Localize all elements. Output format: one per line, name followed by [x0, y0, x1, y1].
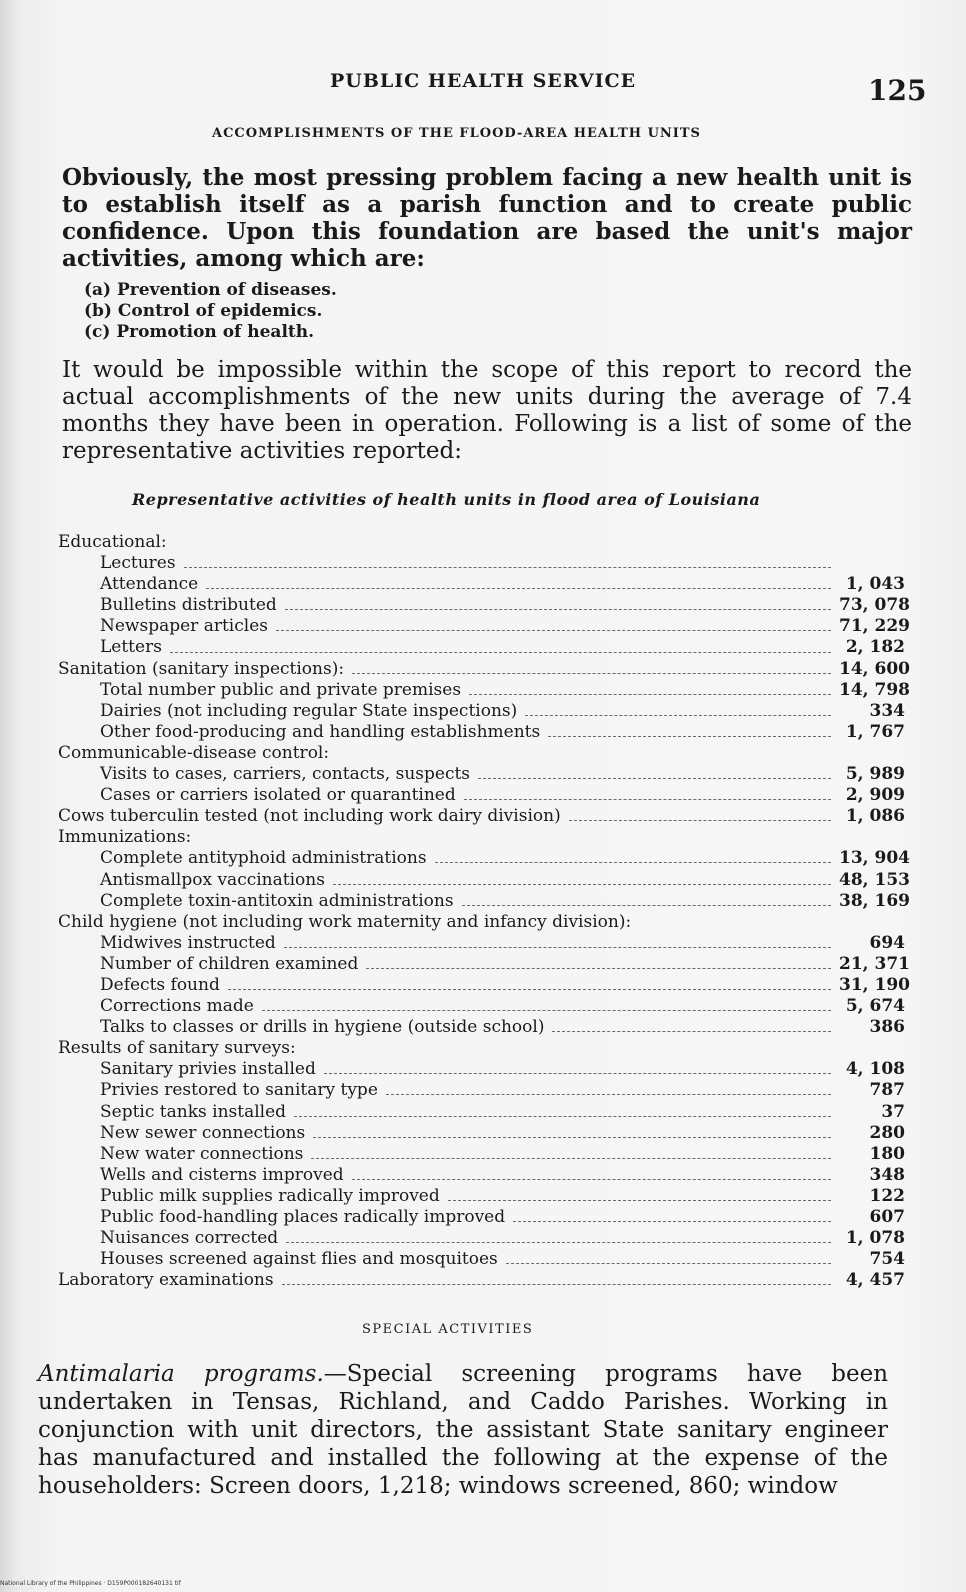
row-value: 122: [869, 1185, 905, 1206]
row-label: Results of sanitary surveys:: [58, 1038, 296, 1059]
table-row: [50, 785, 905, 806]
table-row: [50, 701, 905, 722]
row-label: Talks to classes or drills in hygiene (outside school): [100, 1017, 545, 1038]
dot-leader: [276, 630, 831, 631]
dot-leader: [184, 567, 831, 568]
table-row: [50, 743, 905, 764]
dot-leader: [286, 1242, 831, 1243]
row-value: 73, 078: [839, 595, 910, 616]
row-label: Total number public and private premises: [100, 679, 462, 700]
row-value: 48, 153: [839, 869, 910, 890]
table-row: [50, 679, 910, 701]
table-row: [50, 1102, 905, 1123]
paragraph-activities: It would be impossible within the scope of this report to record the actual accomplishments of the new units during the average of 7.4 months they have been in operation. Following is a list of some of the representative activities reported:: [62, 357, 912, 464]
list-item: (a) Prevention of diseases.: [84, 280, 337, 300]
table-row: [50, 806, 905, 827]
table-row: [50, 827, 905, 848]
dot-leader: [333, 884, 831, 885]
row-value: 1, 086: [845, 806, 905, 827]
table-row: [50, 933, 905, 954]
row-label: Child hygiene (not including work maternity and infancy division):: [58, 911, 632, 932]
row-value: 1, 043: [845, 574, 905, 595]
dot-leader: [506, 1263, 831, 1264]
row-value: 14, 798: [839, 679, 910, 700]
dot-leader: [525, 715, 831, 716]
table-row: [50, 869, 910, 891]
row-label: Septic tanks installed: [100, 1101, 287, 1122]
table-row: [50, 1017, 905, 1038]
dot-leader: [228, 989, 831, 990]
antimalaria-lead: Antimalaria programs.: [38, 1361, 324, 1387]
row-label: Complete toxin-antitoxin administrations: [100, 890, 454, 911]
table-row: [50, 1186, 905, 1207]
paragraph-intro: Obviously, the most pressing problem facing a new health unit is to establish itself as a parish function and to create public confidence. Upon this foundation are based the unit's major activities, among which are:: [62, 164, 912, 272]
dot-leader: [569, 820, 831, 821]
dot-leader: [548, 736, 831, 737]
dot-leader: [206, 588, 831, 589]
row-label: Immunizations:: [58, 827, 192, 848]
row-label: Laboratory examinations: [58, 1270, 274, 1291]
dot-leader: [469, 694, 831, 695]
dot-leader: [352, 1179, 831, 1180]
dot-leader: [170, 652, 831, 653]
table-row: [50, 553, 905, 574]
row-value: 21, 371: [839, 953, 910, 974]
row-label: Letters: [100, 637, 162, 658]
table-row: [50, 1165, 905, 1186]
row-value: 754: [869, 1249, 905, 1270]
table-row: [50, 532, 905, 553]
table-row: [50, 1249, 905, 1270]
row-value: 1, 767: [845, 721, 905, 742]
row-label: Bulletins distributed: [100, 595, 277, 616]
dot-leader: [282, 1284, 831, 1285]
list-item: (c) Promotion of health.: [84, 322, 315, 342]
paragraph-antimalaria: [38, 1360, 888, 1500]
table-row: [50, 722, 905, 743]
row-value: 14, 600: [839, 658, 910, 679]
row-label: Lectures: [100, 553, 176, 574]
dot-leader: [262, 1010, 831, 1011]
dot-leader: [435, 862, 831, 863]
row-label: Visits to cases, carriers, contacts, suspects: [100, 764, 471, 785]
dot-leader: [448, 1200, 831, 1201]
row-value: 180: [869, 1143, 905, 1164]
table-row: [50, 1228, 905, 1249]
row-value: 4, 457: [845, 1270, 905, 1291]
row-value: 607: [869, 1207, 905, 1227]
row-label: Newspaper articles: [100, 616, 268, 637]
table-row: [50, 1207, 905, 1228]
table-row: [50, 953, 910, 975]
dot-leader: [285, 609, 831, 610]
row-value: 280: [869, 1122, 905, 1143]
table-row: [50, 1123, 905, 1144]
dot-leader: [552, 1031, 831, 1032]
dot-leader: [311, 1158, 831, 1159]
dot-leader: [462, 905, 831, 906]
table-row: [50, 912, 905, 933]
row-value: 31, 190: [839, 974, 910, 995]
table-row: [50, 658, 910, 680]
dot-leader: [324, 1073, 831, 1074]
page-number: 125: [868, 74, 927, 107]
table-row: [50, 848, 910, 869]
row-value: 37: [881, 1101, 905, 1122]
row-value: 787: [869, 1080, 905, 1101]
table-row: [50, 1038, 905, 1059]
row-label: Attendance: [100, 574, 199, 595]
table-row: [50, 616, 910, 637]
dot-leader: [313, 1137, 831, 1138]
table-row: [50, 890, 910, 912]
dot-leader: [386, 1094, 831, 1095]
row-value: 5, 989: [845, 764, 905, 785]
table-row: [50, 996, 905, 1017]
table-row: [50, 1270, 905, 1291]
row-value: 5, 674: [845, 996, 905, 1017]
antimalaria-text: —Special screening programs have been undertaken in Tensas, Richland, and Caddo Parishes. Working in conjunction with unit directors, the assistant State sanitary engineer has manufactured and installed the following at the expense of the householders: Screen doors, 1,218; windows screened, 860; window: [38, 1361, 889, 1499]
row-value: 1, 078: [845, 1228, 905, 1249]
row-label: New sewer connections: [100, 1122, 306, 1143]
row-label: Corrections made: [100, 996, 254, 1017]
dot-leader: [294, 1116, 831, 1117]
row-label: Nuisances corrected: [100, 1228, 279, 1249]
section-heading: ACCOMPLISHMENTS OF THE FLOOD-AREA HEALTH UNITS: [212, 126, 701, 141]
row-value: 348: [869, 1164, 905, 1185]
row-value: 2, 182: [845, 637, 905, 658]
row-label: Public milk supplies radically improved: [100, 1185, 440, 1206]
table-row: [50, 595, 910, 616]
row-label: Midwives instructed: [100, 932, 276, 953]
row-label: Houses screened against flies and mosquitoes: [100, 1249, 498, 1270]
row-label: Communicable-disease control:: [58, 742, 330, 763]
row-value: 334: [869, 700, 905, 721]
dot-leader: [284, 947, 831, 948]
table-caption: Representative activities of health units in flood area of Louisiana: [132, 490, 761, 509]
row-label: Educational:: [58, 532, 167, 552]
row-label: Public food-handling places radically improved: [100, 1207, 506, 1227]
activities-table: [50, 532, 910, 1291]
row-label: Sanitation (sanitary inspections):: [58, 658, 345, 679]
row-label: Cows tuberculin tested (not including work dairy division): [58, 806, 561, 827]
row-value: 38, 169: [839, 890, 910, 911]
table-row: [50, 637, 905, 658]
row-label: Number of children examined: [100, 953, 359, 974]
dot-leader: [513, 1221, 831, 1222]
row-label: Wells and cisterns improved: [100, 1164, 344, 1185]
list-item: (b) Control of epidemics.: [84, 301, 323, 321]
dot-leader: [366, 968, 831, 969]
table-row: [50, 974, 910, 996]
row-label: Sanitary privies installed: [100, 1059, 316, 1080]
row-label: Antismallpox vaccinations: [100, 869, 325, 890]
scan-footer: National Library of the Philippines · D159P000182640131 tif: [0, 1580, 181, 1587]
row-value: 4, 108: [845, 1059, 905, 1080]
table-row: [50, 764, 905, 785]
dot-leader: [464, 799, 831, 800]
table-row: [50, 1080, 905, 1101]
table-row: [50, 1059, 905, 1080]
row-value: 386: [869, 1017, 905, 1038]
objectives-list: [84, 280, 337, 343]
row-value: 71, 229: [839, 616, 910, 637]
special-activities-heading: SPECIAL ACTIVITIES: [362, 1322, 534, 1337]
row-label: Cases or carriers isolated or quarantined: [100, 785, 456, 806]
table-row: [50, 574, 905, 595]
row-value: 694: [869, 932, 905, 953]
row-label: New water connections: [100, 1143, 304, 1164]
row-label: Other food-producing and handling establishments: [100, 721, 541, 742]
row-value: 2, 909: [845, 785, 905, 806]
row-label: Complete antityphoid administrations: [100, 848, 427, 869]
running-head: PUBLIC HEALTH SERVICE: [330, 70, 637, 92]
dot-leader: [478, 778, 831, 779]
table-row: [50, 1144, 905, 1165]
row-label: Privies restored to sanitary type: [100, 1080, 378, 1101]
row-label: Defects found: [100, 974, 220, 995]
dot-leader: [352, 673, 831, 674]
row-label: Dairies (not including regular State inspections): [100, 700, 518, 721]
row-value: 13, 904: [839, 848, 910, 869]
